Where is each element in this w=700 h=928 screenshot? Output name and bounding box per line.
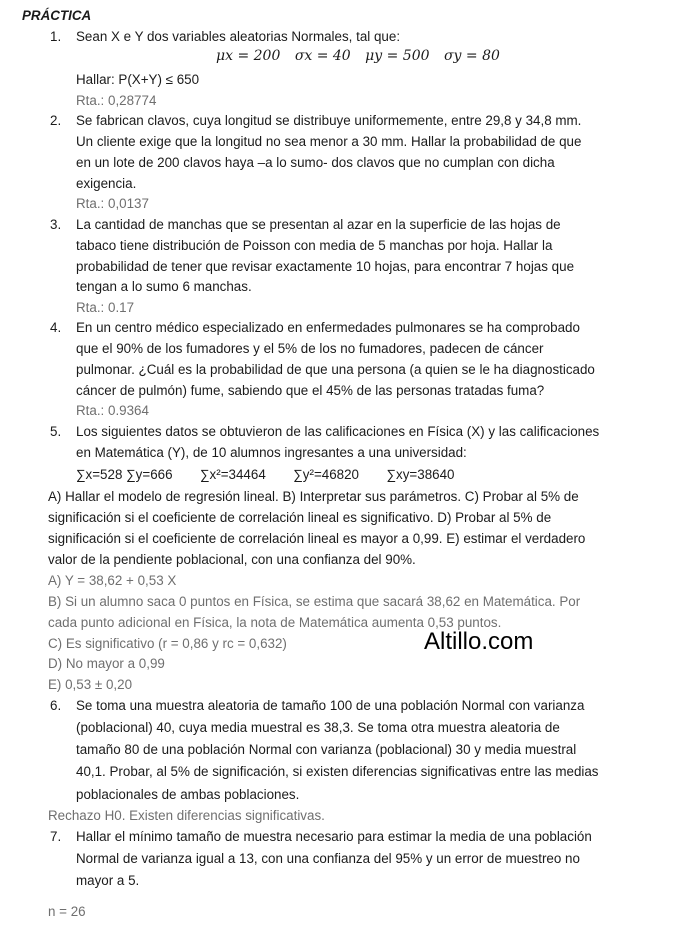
problem-5-number: 5.	[50, 424, 62, 439]
problem-4-answer: Rta.: 0.9364	[76, 403, 149, 418]
sum-y2: ∑y²=46820	[293, 467, 360, 482]
problem-2-line: Se fabrican clavos, cuya longitud se distribuye uniformemente, entre 29,8 y 34,8 mm.	[76, 113, 582, 128]
problem-5-answer: A) Y = 38,62 + 0,53 X	[48, 573, 177, 588]
problem-5-answer: D) No mayor a 0,99	[48, 656, 165, 671]
problem-5-body: valor de la pendiente poblacional, con una confianza del 90%.	[48, 552, 416, 567]
problem-6-answer: Rechazo H0. Existen diferencias significativas.	[48, 808, 325, 823]
mu-y: μy = 500	[365, 48, 430, 64]
problem-7-line: Hallar el mínimo tamaño de muestra necesario para estimar la media de una población	[76, 829, 592, 844]
problem-3-number: 3.	[50, 217, 62, 232]
sum-y: ∑y=666	[126, 467, 173, 482]
problem-1-answer: Rta.: 0,28774	[76, 93, 157, 108]
sum-xy: ∑xy=38640	[386, 467, 455, 482]
problem-3-line: tabaco tiene distribución de Poisson con media de 5 manchas por hoja. Hallar la	[76, 238, 553, 253]
sigma-x: σx = 40	[294, 48, 351, 64]
problem-5-body: significación si el coeficiente de correlación lineal es significativo. D) Probar al 5% de	[48, 510, 552, 525]
problem-6-line: (poblacional) 40, cuya media muestral es 38,3. Se toma otra muestra aleatoria de	[76, 720, 560, 735]
problem-5-body: significación si el coeficiente de correlación lineal es mayor a 0,99. E) estimar el verdadero	[48, 531, 586, 546]
problem-2-line: exigencia.	[76, 176, 137, 191]
sigma-y: σy = 80	[444, 48, 500, 64]
problem-1-ask: Hallar: P(X+Y) ≤ 650	[76, 72, 200, 87]
problem-2-answer: Rta.: 0,0137	[76, 196, 149, 211]
watermark: Altillo.com	[424, 628, 534, 655]
problem-6-number: 6.	[50, 698, 62, 713]
problem-2-line: en un lote de 200 clavos haya –a lo sumo- dos clavos que no cumplan con dicha	[76, 155, 555, 170]
problem-3-answer: Rta.: 0.17	[76, 300, 135, 315]
problem-5-answer: C) Es significativo (r = 0,86 y rc = 0,632)	[48, 636, 287, 651]
problem-4-number: 4.	[50, 320, 62, 335]
problem-1-statement: Sean X e Y dos variables aleatorias Normales, tal que:	[76, 29, 401, 44]
problem-5-answer: B) Si un alumno saca 0 puntos en Física, se estima que sacará 38,62 en Matemática. Por	[48, 594, 581, 609]
problem-7-number: 7.	[50, 829, 62, 844]
problem-5-sums	[76, 467, 454, 482]
problem-6-line: tamaño 80 de una población Normal con varianza (poblacional) 30 y media muestral	[76, 742, 577, 757]
problem-4-line: pulmonar. ¿Cuál es la probabilidad de que una persona (a quien se le ha diagnosticado	[76, 362, 595, 377]
problem-6-line: poblacionales de ambas poblaciones.	[76, 787, 300, 802]
problem-4-line: cáncer de pulmón) fume, sabiendo que el 45% de las personas tratadas fuma?	[76, 383, 545, 398]
problem-3-line: tengan a lo sumo 6 manchas.	[76, 279, 252, 294]
problem-6-line: 40,1. Probar, al 5% de significación, si existen diferencias significativas entre las medias	[76, 764, 599, 779]
problem-7-answer: n = 26	[48, 904, 86, 919]
problem-1-parameters	[216, 48, 500, 64]
problem-2-number: 2.	[50, 113, 62, 128]
problem-5-line: Los siguientes datos se obtuvieron de las calificaciones en Física (X) y las calificaciones	[76, 424, 600, 439]
mu-x: μx = 200	[216, 48, 281, 64]
problem-7-line: mayor a 5.	[76, 873, 140, 888]
problem-4-line: En un centro médico especializado en enfermedades pulmonares se ha comprobado	[76, 320, 580, 335]
problem-3-line: probabilidad de tener que revisar exactamente 10 hojas, para encontrar 7 hojas que	[76, 259, 575, 274]
problem-1-number: 1.	[50, 29, 62, 44]
sum-x2: ∑x²=34464	[200, 467, 266, 482]
problem-2-line: Un cliente exige que la longitud no sea menor a 30 mm. Hallar la probabilidad de que	[76, 134, 582, 149]
problem-6-line: Se toma una muestra aleatoria de tamaño 100 de una población Normal con varianza	[76, 698, 585, 713]
problem-3-line: La cantidad de manchas que se presentan al azar en la superficie de las hojas de	[76, 217, 561, 232]
sum-x: ∑x=528	[76, 467, 123, 482]
problem-5-answer: cada punto adicional en Física, la nota de Matemática aumenta 0,53 puntos.	[48, 615, 502, 630]
problem-5-answer: E) 0,53 ± 0,20	[48, 677, 133, 692]
problem-4-line: que el 90% de los fumadores y el 5% de los no fumadores, padecen de cáncer	[76, 341, 544, 356]
problem-7-line: Normal de varianza igual a 13, con una confianza del 95% y un error de muestreo no	[76, 851, 580, 866]
problem-5-line: en Matemática (Y), de 10 alumnos ingresantes a una universidad:	[76, 445, 467, 460]
problem-5-body: A) Hallar el modelo de regresión lineal. B) Interpretar sus parámetros. C) Probar al 5% de	[48, 489, 579, 504]
page-title: PRÁCTICA	[22, 8, 92, 23]
